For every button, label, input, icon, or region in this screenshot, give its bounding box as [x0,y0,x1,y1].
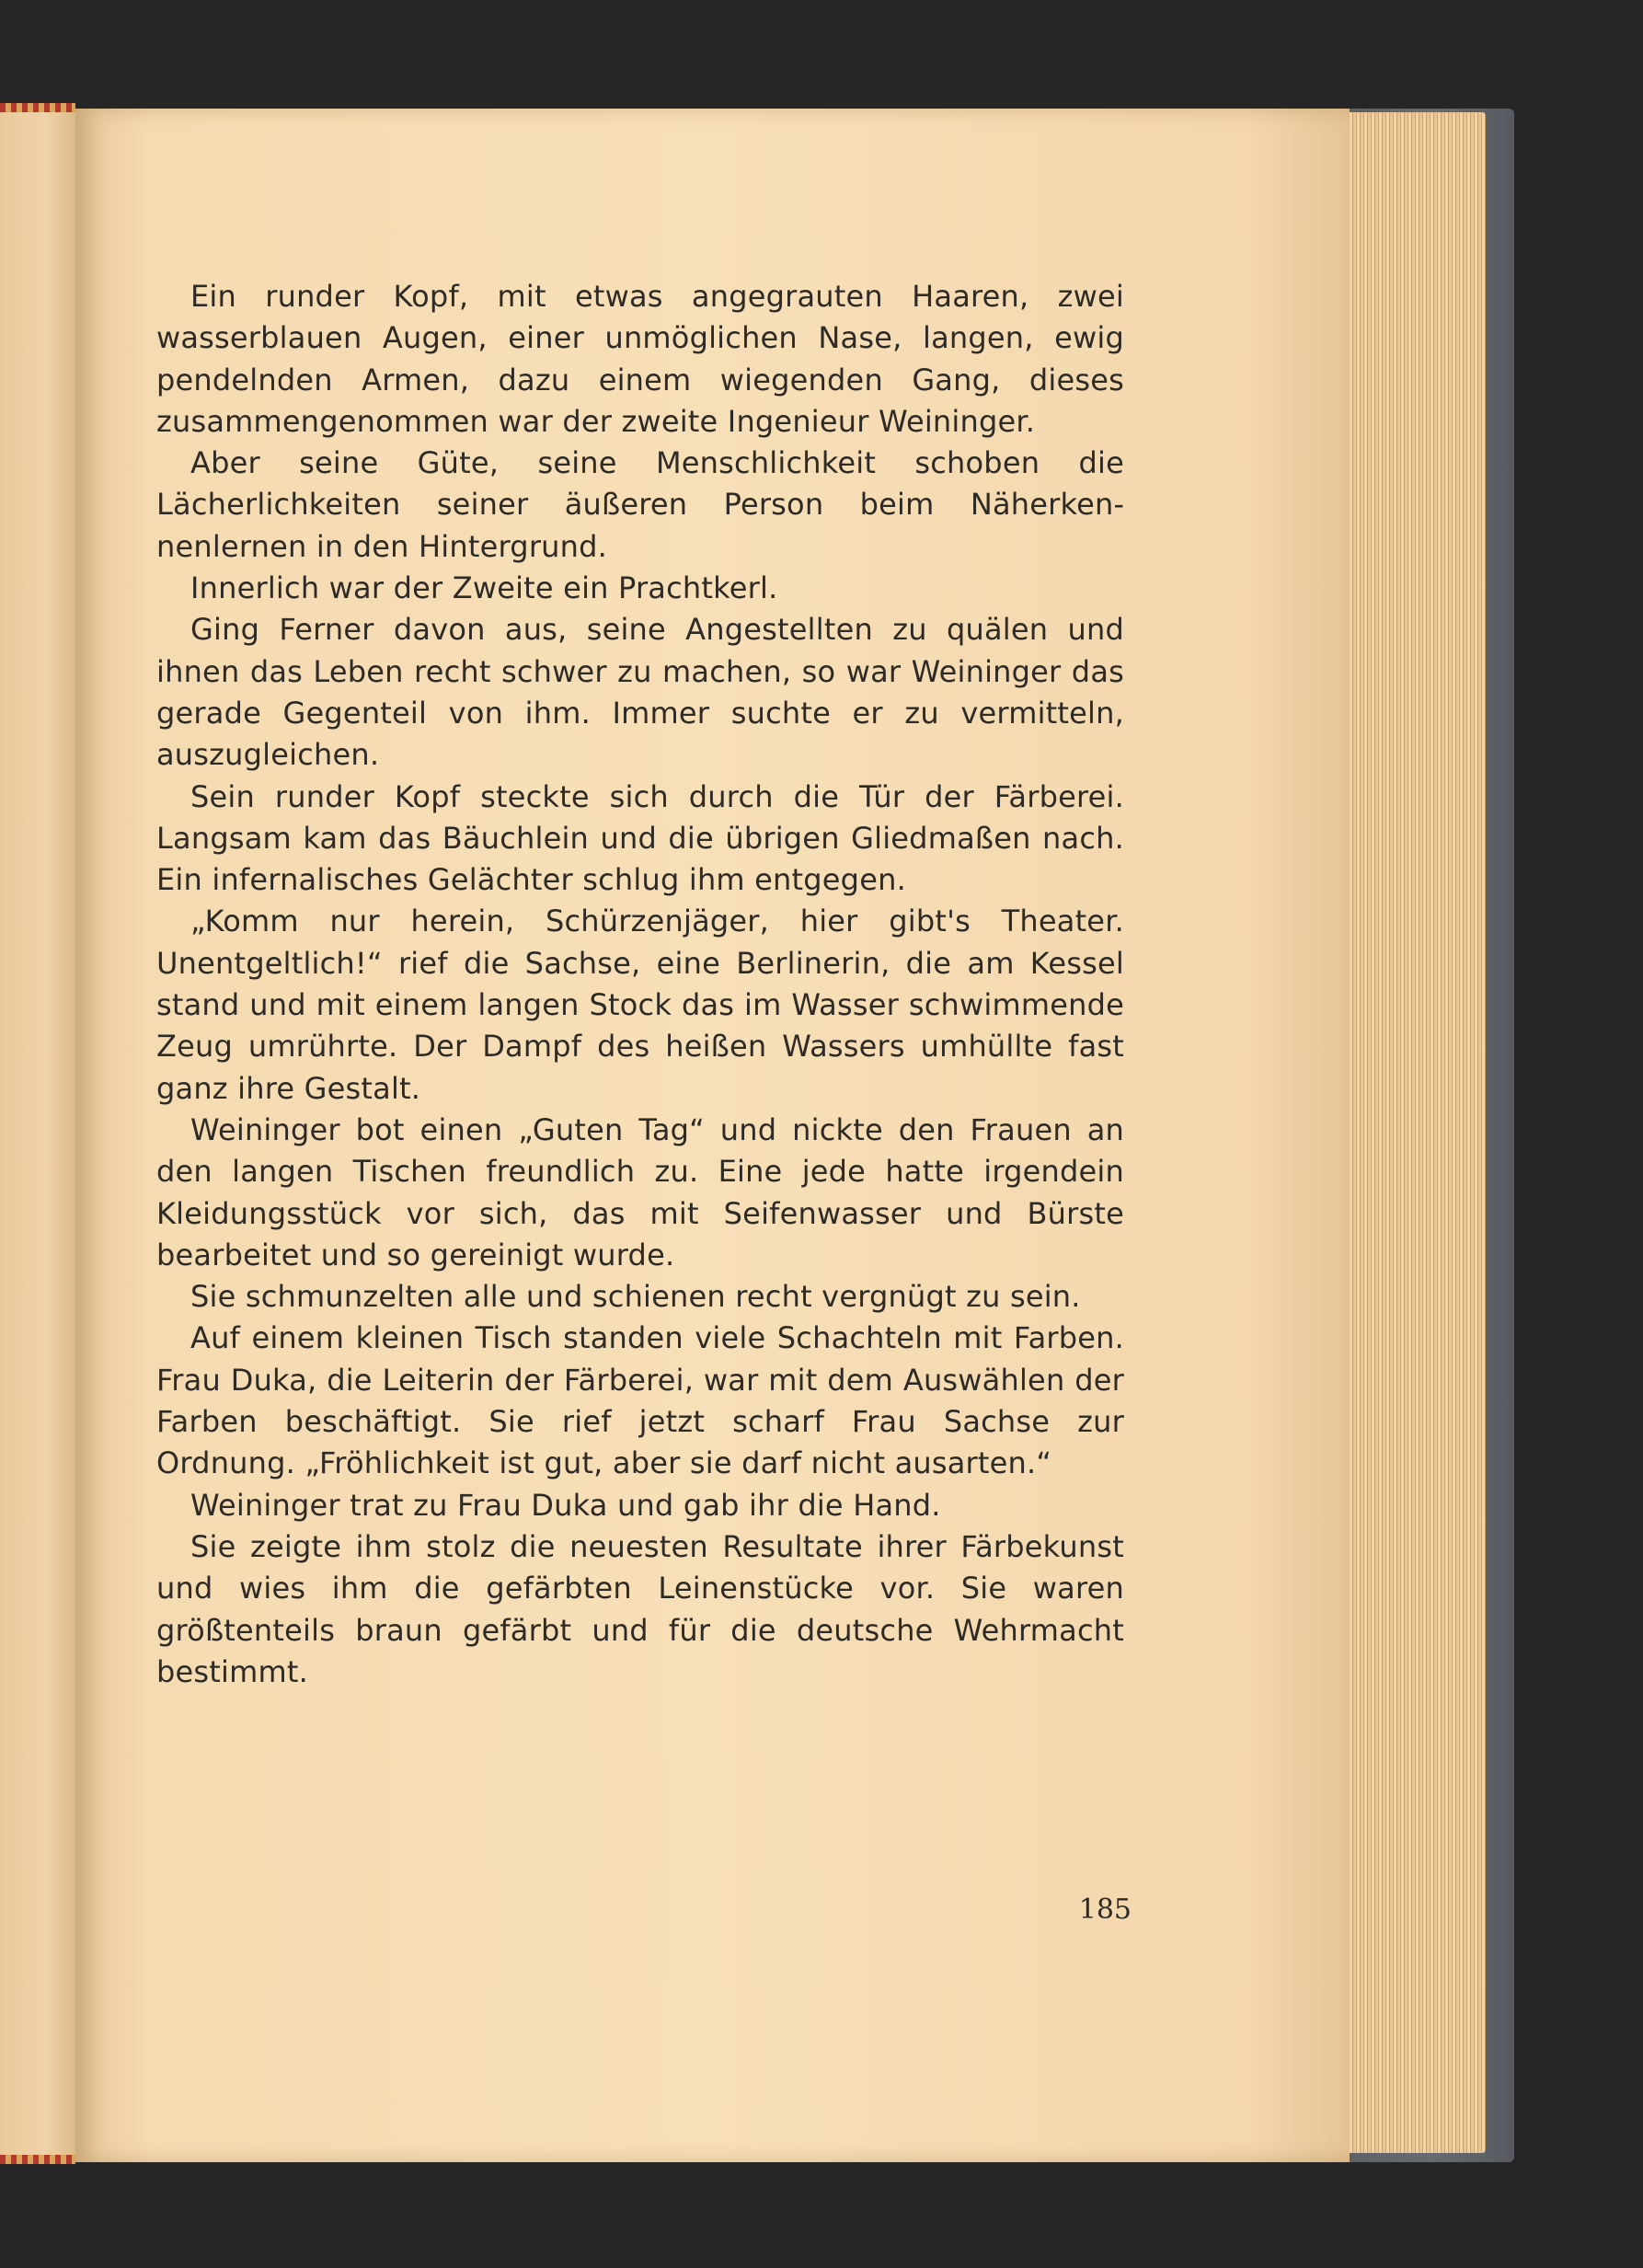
body-text [156,276,1124,1693]
paragraph: Sein runder Kopf steckte sich durch die Tür der Färberei. Langsam kam das Bäuchlein und die übrigen Gliedmaßen nach. Ein infernalisches Gelächter schlug ihm entgegen. [156,778,1124,898]
paragraph: Ging Ferner davon aus, seine Angestellten zu quälen und ihnen das Leben recht schwer zu machen, so war Weininger das gerade Gegenteil von ihm. Immer suchte er zu vermitteln, auszugleichen. [156,612,1124,773]
paragraph: Weininger bot einen „Guten Tag“ und nickte den Frauen an den langen Tischen freundlich zu. Eine jede hatte irgendein Kleidungsstück vor sich, das mit Seifenwasser und Bürste bearbeitet und so gereinigt wurde. [156,1111,1124,1272]
paragraph: Sie zeigte ihm stolz die neuesten Resultate ihrer Färbekunst und wies ihm die gefärbten Leinenstücke vor. Sie waren größtenteils braun gefärbt und für die deutsche Wehrmacht bestimmt. [156,1528,1124,1689]
paragraph: „Komm nur herein, Schürzenjäger, hier gibt's Theater. Unentgeltlich!“ rief die Sachse, eine Berlinerin, die am Kessel stand und mit einem langen Stock das im Wasser schwimmende Zeug umrührte. Der Dampf des heißen Wassers umhüllte fast ganz ihre Gestalt. [156,904,1124,1106]
paragraph: Aber seine Güte, seine Menschlichkeit schoben die Lächerlichkeiten seiner äußeren Person beim Näherkennenlernen in den Hintergrund. [156,445,1124,564]
paragraph: Innerlich war der Zweite ein Prachtkerl. [190,570,778,606]
paragraph: Ein runder Kopf, mit etwas angegrauten Haaren, zwei wasserblauen Augen, einer unmöglichen Nase, langen, ewig pendelnden Armen, dazu einem wiegenden Gang, dieses zusammengenommen war der zweite Ingenieur Weininger. [156,279,1124,439]
binding-thread-bottom [0,2155,75,2164]
page-number: 185 [1078,1894,1132,1926]
page-edges-stack [1339,112,1486,2153]
paragraph: Weininger trat zu Frau Duka und gab ihr die Hand. [190,1487,941,1523]
binding-thread-top [0,103,75,112]
paragraph: Auf einem kleinen Tisch standen viele Schachteln mit Farben. Frau Duka, die Leiterin der Färberei, war mit dem Auswählen der Farben beschäftigt. Sie rief jetzt scharf Frau Sachse zur Ordnung. „Fröhlichkeit ist gut, aber sie darf nicht ausarten.“ [156,1320,1124,1481]
paragraph: Sie schmunzelten alle und schienen recht vergnügt zu sein. [190,1279,1081,1315]
previous-page-edge [0,103,75,2164]
